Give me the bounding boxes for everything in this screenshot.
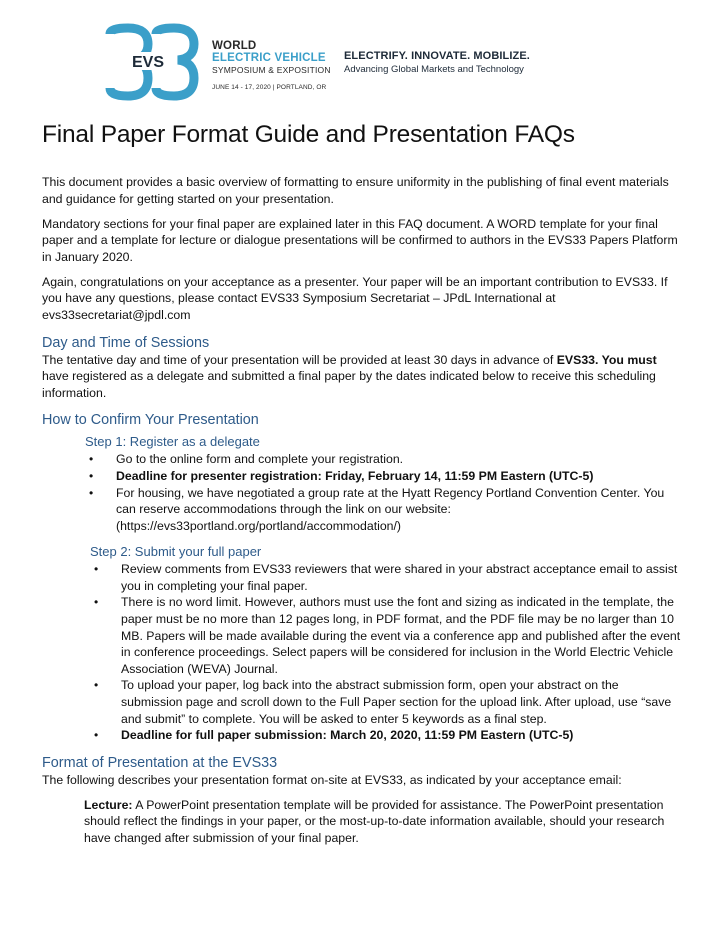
document-body xyxy=(42,174,682,855)
bullet-icon: • xyxy=(94,595,99,610)
bullet-icon: • xyxy=(89,485,94,500)
section-heading-format: Format of Presentation at the EVS33 xyxy=(42,754,278,771)
step2-heading: Step 2: Submit your full paper xyxy=(90,544,262,560)
logo-line-world: WORLD xyxy=(212,40,257,52)
sessions-text-a: The tentative day and time of your presentation will be provided at least 30 days in advance of xyxy=(42,352,557,367)
lecture-paragraph xyxy=(84,797,682,847)
list-item-text: Deadline for full paper submission: March 20, 2020, 11:59 PM Eastern (UTC-5) xyxy=(121,728,574,743)
list-item xyxy=(89,485,682,535)
logo-wordmark xyxy=(212,40,331,76)
bullet-icon: • xyxy=(89,468,94,483)
list-item xyxy=(94,561,682,594)
tagline-sub: Advancing Global Markets and Technology xyxy=(344,64,524,75)
step1-heading: Step 1: Register as a delegate xyxy=(85,434,260,450)
sessions-text-bold: EVS33. You must xyxy=(556,352,657,367)
logo-line-electric-vehicle: ELECTRIC VEHICLE xyxy=(212,52,326,64)
logo-badge: EVS xyxy=(131,54,165,71)
tagline-main: ELECTRIFY. INNOVATE. MOBILIZE. xyxy=(344,50,530,62)
list-item xyxy=(94,727,682,744)
header-tagline xyxy=(344,49,530,77)
bullet-icon: • xyxy=(94,728,99,743)
list-item xyxy=(94,677,682,727)
evs33-logo-mark xyxy=(104,22,204,102)
lecture-label: Lecture: xyxy=(84,797,133,812)
section-heading-confirm: How to Confirm Your Presentation xyxy=(42,412,259,429)
sessions-paragraph xyxy=(42,352,682,402)
page-title: Final Paper Format Guide and Presentation FAQs xyxy=(42,121,575,148)
bullet-icon: • xyxy=(94,678,99,693)
logo-date: JUNE 14 - 17, 2020 | PORTLAND, OR xyxy=(212,84,327,91)
list-item-text: To upload your paper, log back into the abstract submission form, open your abstract on the submission page and scroll down to the Full Paper section for the upload link. After upload, use “save and submit” to complete. You will be asked to enter 5 keywords as a final step. xyxy=(121,678,672,726)
intro-paragraph-3: Again, congratulations on your acceptance as a presenter. Your paper will be an important contribution to EVS33. If you have any questions, please contact EVS33 Symposium Secretariat – JPdL International at evs33secretariat@jpdl.com xyxy=(42,274,668,322)
list-item-text: There is no word limit. However, authors must use the font and sizing as indicated in the template, the paper must be no more than 12 pages long, in PDF format, and the PDF file may be no larger than 10 MB. Papers will be made available during the event via a conference app and published after the event in conference proceedings. Select papers will be considered for inclusion in the World Electric Vehicle Association (WEVA) Journal. xyxy=(121,595,681,676)
list-item xyxy=(94,594,682,677)
sessions-text-c: have registered as a delegate and submitted a final paper by the dates indicated below to receive this scheduling information. xyxy=(42,369,656,400)
list-item xyxy=(89,468,682,485)
intro-paragraph-1: This document provides a basic overview of formatting to ensure uniformity in the publishing of final event materials and guidance for getting started on your presentation. xyxy=(42,175,669,206)
bullet-icon: • xyxy=(89,452,94,467)
list-item-text: Deadline for presenter registration: Friday, February 14, 11:59 PM Eastern (UTC-5) xyxy=(116,468,594,483)
list-item xyxy=(89,451,682,468)
lecture-text: A PowerPoint presentation template will be provided for assistance. The PowerPoint presentation should reflect the findings in your paper, or the most-up-to-date information available, should your research have changed after submission of your final paper. xyxy=(84,797,665,845)
list-item-text: Go to the online form and complete your registration. xyxy=(116,452,404,467)
bullet-icon: • xyxy=(94,562,99,577)
list-item-text: Review comments from EVS33 reviewers that were shared in your abstract acceptance email to assist you in completing your final paper. xyxy=(121,562,678,593)
list-item-text: For housing, we have negotiated a group rate at the Hyatt Regency Portland Convention Center. You can reserve accommodations through the link on our website: (https://evs33portland.org/portland/accommodation/) xyxy=(116,485,665,533)
step1-list xyxy=(89,451,682,534)
intro-paragraph-2: Mandatory sections for your final paper are explained later in this FAQ document. A WORD template for your final paper and a template for lecture or dialogue presentations will be confirmed to authors in the EVS33 Papers Platform in January 2020. xyxy=(42,216,678,264)
step2-list xyxy=(94,561,682,744)
section-heading-sessions: Day and Time of Sessions xyxy=(42,334,210,351)
format-paragraph: The following describes your presentation format on-site at EVS33, as indicated by your acceptance email: xyxy=(42,772,622,787)
logo-line-symposium: SYMPOSIUM & EXPOSITION xyxy=(212,65,331,75)
